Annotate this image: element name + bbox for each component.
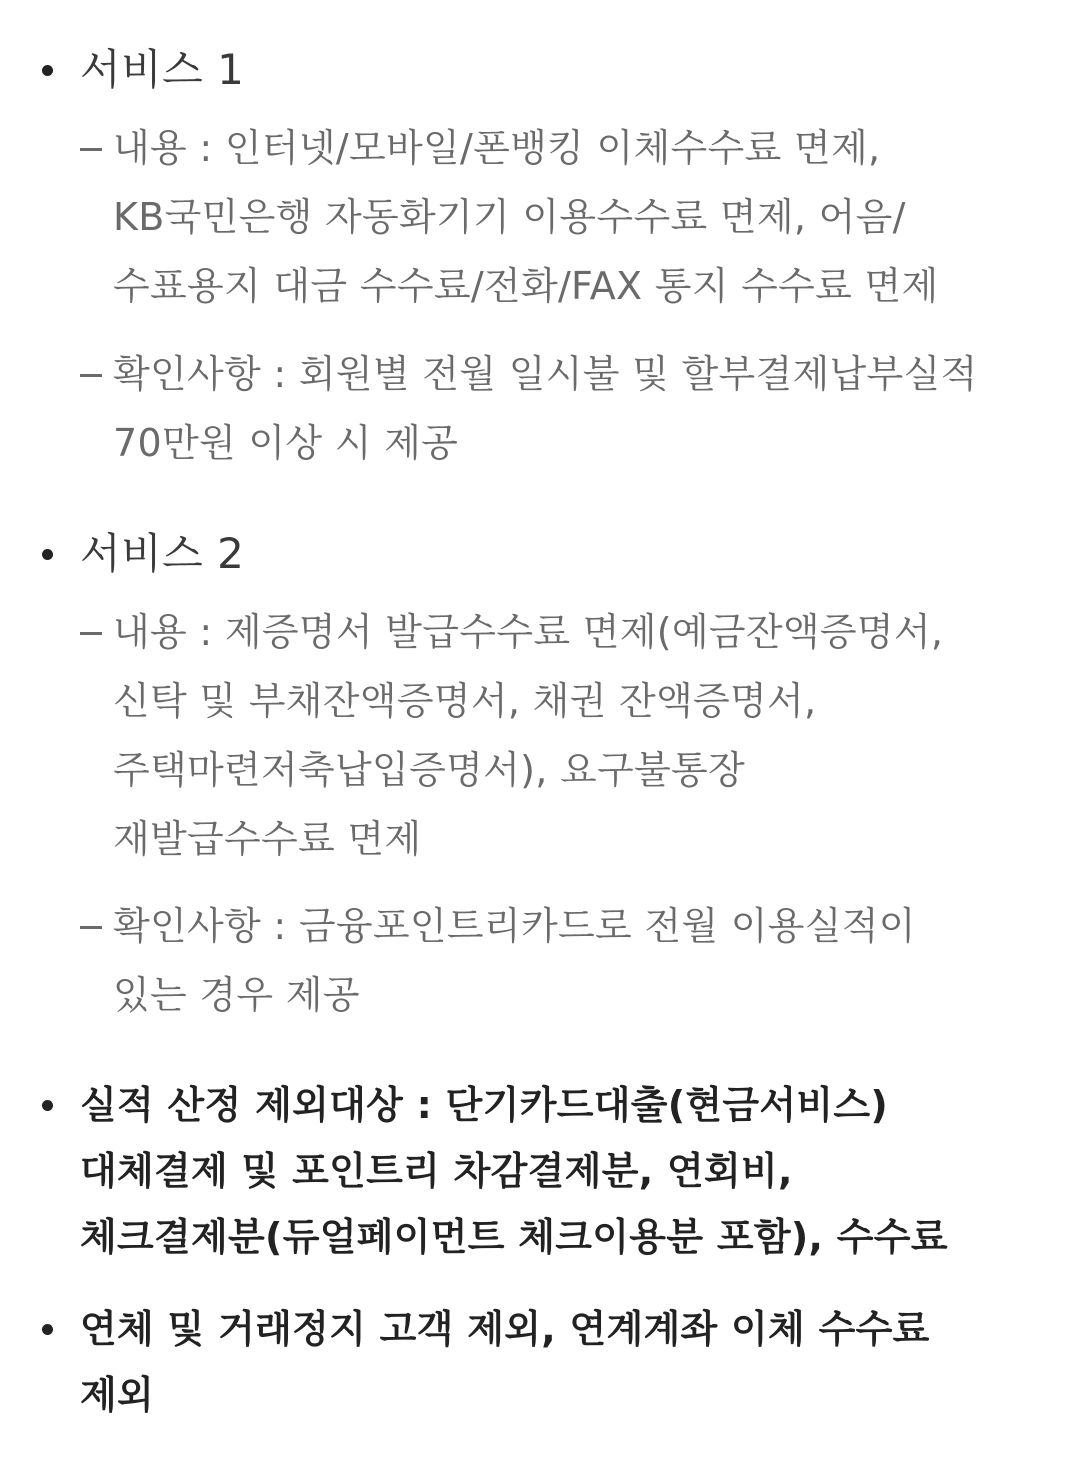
dash-icon <box>80 148 102 151</box>
bold-text-line: 연체 및 거래정지 고객 제외, 연계계좌 이체 수수료 <box>80 1307 930 1351</box>
bold-text-line: 실적 산정 제외대상 : 단기카드대출(현금서비스) <box>80 1083 889 1127</box>
text-line: 신탁 및 부채잔액증명서, 채권 잔액증명서, <box>113 679 817 723</box>
text-line: 확인사항 : 회원별 전월 일시불 및 할부결제납부실적 <box>113 352 978 396</box>
bullet-dot-icon <box>42 1324 53 1335</box>
service-2-title: 서비스 2 <box>80 529 245 578</box>
bold-text-line: 대체결제 및 포인트리 차감결제분, 연회비, <box>80 1149 793 1193</box>
text-line: 재발급수수료 면제 <box>113 817 422 861</box>
text-line: 있는 경우 제공 <box>113 973 360 1017</box>
service-1-title: 서비스 1 <box>80 45 245 94</box>
dash-icon <box>80 632 102 635</box>
text-line: 수표용지 대금 수수료/전화/FAX 통지 수수료 면제 <box>113 264 939 308</box>
bold-text-line: 체크결제분(듀얼페이먼트 체크이용분 포함), 수수료 <box>80 1215 948 1259</box>
bullet-dot-icon <box>42 65 53 76</box>
dash-icon <box>80 926 102 929</box>
text-line: 70만원 이상 시 제공 <box>113 421 459 465</box>
text-line: 주택마련저축납입증명서), 요구불통장 <box>113 748 746 792</box>
dash-icon <box>80 374 102 377</box>
text-line: 확인사항 : 금융포인트리카드로 전월 이용실적이 <box>113 904 916 948</box>
text-line: KB국민은행 자동화기기 이용수수료 면제, 어음/ <box>113 195 906 239</box>
text-line: 내용 : 인터넷/모바일/폰뱅킹 이체수수료 면제, <box>113 126 881 170</box>
text-line: 내용 : 제증명서 발급수수료 면제(예금잔액증명서, <box>113 610 944 654</box>
bold-text-line: 제외 <box>80 1373 155 1417</box>
bullet-dot-icon <box>42 549 53 560</box>
bullet-dot-icon <box>42 1100 53 1111</box>
